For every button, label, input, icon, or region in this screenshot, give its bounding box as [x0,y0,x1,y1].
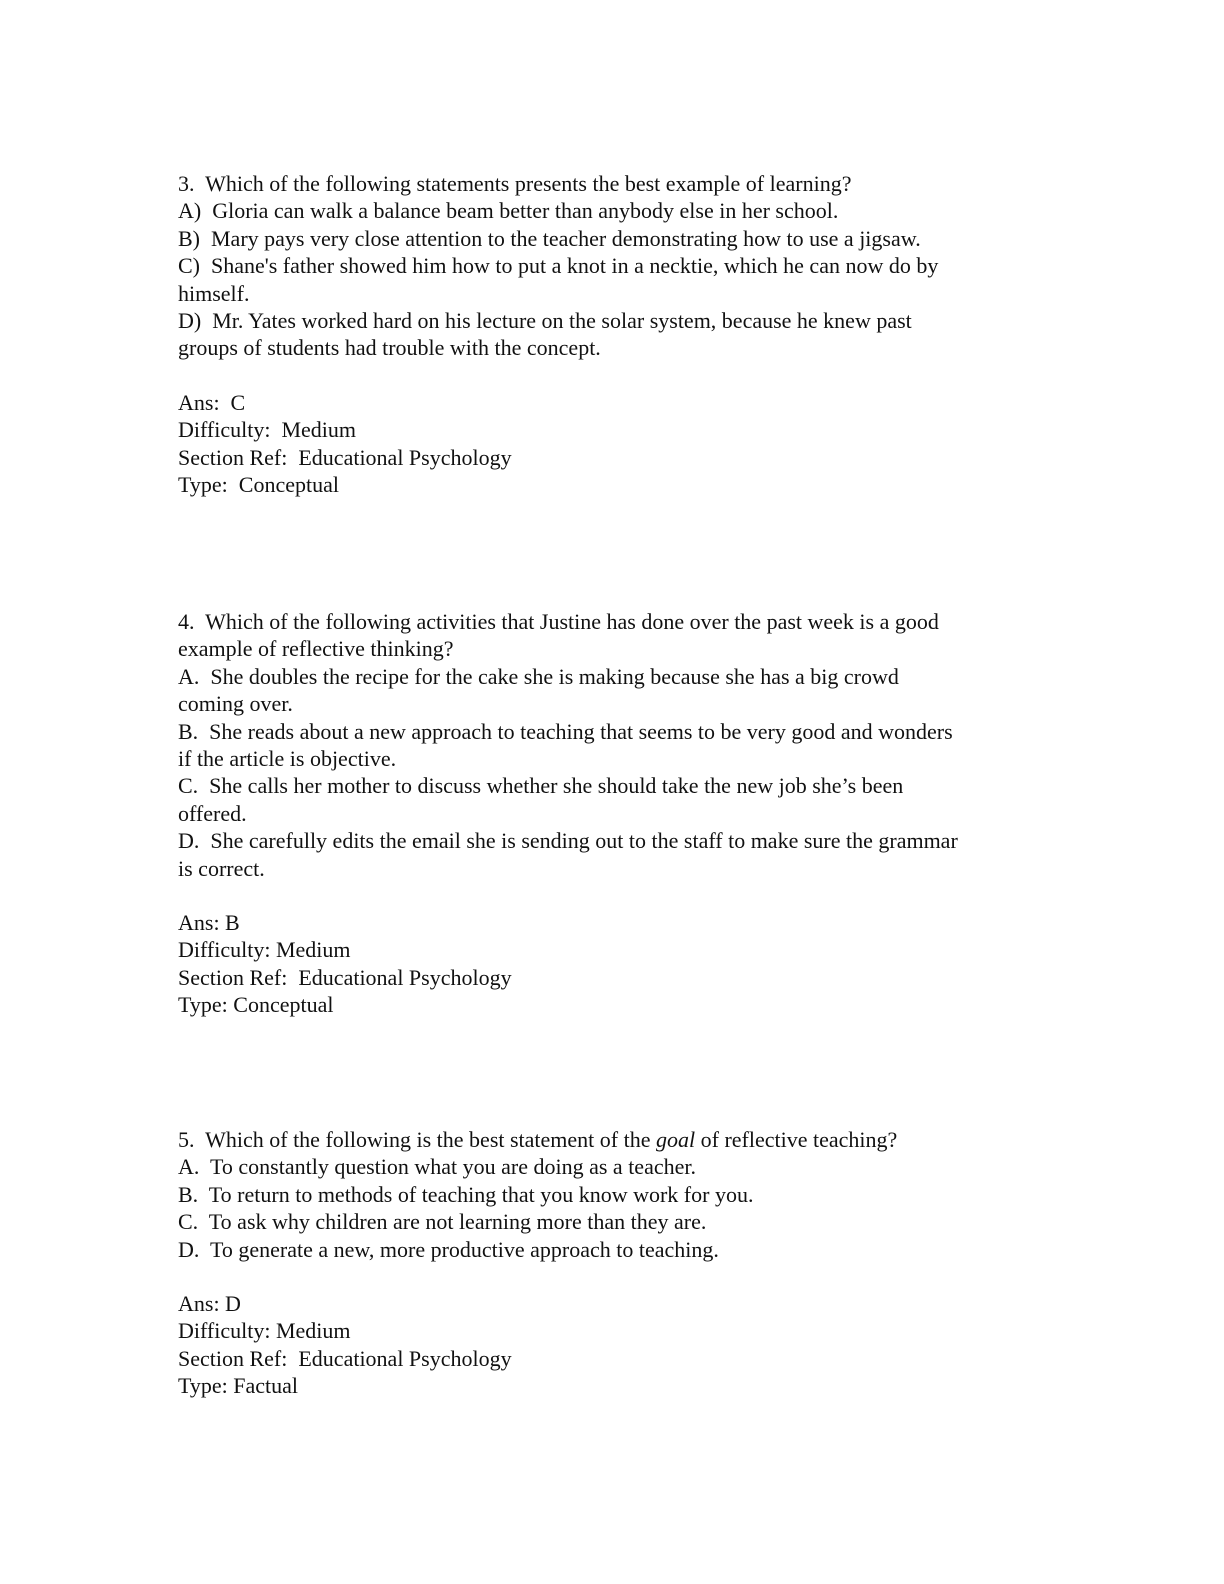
option-c: C. To ask why children are not learning more than they are. [178,1209,707,1235]
option-a-continued: coming over. [178,691,293,717]
question-stem: 3. Which of the following statements presents the best example of learning? [178,171,852,196]
option-b: B) Mary pays very close attention to the teacher demonstrating how to use a jigsaw. [178,225,921,251]
question-stem [178,1126,1038,1153]
question-type: Type: Factual [178,1373,299,1399]
question-type: Type: Conceptual [178,472,339,498]
option-a: A. She doubles the recipe for the cake she is making because she has a big crowd [178,663,899,689]
stem-prefix: 5. Which of the following is the best statement of the [178,1127,656,1152]
option-c: C. She calls her mother to discuss whether she should take the new job she’s been [178,773,904,799]
option-b: B. She reads about a new approach to teaching that seems to be very good and wonders [178,718,953,744]
option-a: A) Gloria can walk a balance beam better than anybody else in her school. [178,198,839,224]
section-ref: Section Ref: Educational Psychology [178,1345,512,1371]
question-stem: 4. Which of the following activities that Justine has done over the past week is a good [178,609,939,634]
option-c-continued: himself. [178,280,250,306]
question-type: Type: Conceptual [178,992,334,1018]
option-c: C) Shane's father showed him how to put a knot in a necktie, which he can now do by [178,253,939,279]
option-d-continued: groups of students had trouble with the concept. [178,335,601,361]
option-b-continued: if the article is objective. [178,746,397,772]
answer: Ans: D [178,1291,241,1317]
answer-block [178,389,1038,499]
option-d: D) Mr. Yates worked hard on his lecture on the solar system, because he knew past [178,308,912,334]
section-ref: Section Ref: Educational Psychology [178,444,512,470]
answer: Ans: B [178,910,240,936]
difficulty: Difficulty: Medium [178,1318,351,1344]
answer: Ans: C [178,389,246,415]
question-stem-continued: example of reflective thinking? [178,636,454,662]
stem-suffix: of reflective teaching? [695,1127,898,1152]
section-ref: Section Ref: Educational Psychology [178,964,512,990]
answer-block [178,909,1038,1019]
stem-emphasis: goal [656,1127,696,1152]
option-b: B. To return to methods of teaching that you know work for you. [178,1181,754,1207]
question-3 [178,170,1038,498]
option-c-continued: offered. [178,800,247,826]
option-d-continued: is correct. [178,855,265,881]
option-d: D. She carefully edits the email she is sending out to the staff to make sure the grammar [178,828,958,854]
option-d: D. To generate a new, more productive approach to teaching. [178,1236,719,1262]
question-5 [178,1126,1038,1400]
difficulty: Difficulty: Medium [178,937,351,963]
question-4 [178,608,1038,1019]
answer-block [178,1290,1038,1400]
option-a: A. To constantly question what you are doing as a teacher. [178,1154,696,1180]
difficulty: Difficulty: Medium [178,417,357,443]
